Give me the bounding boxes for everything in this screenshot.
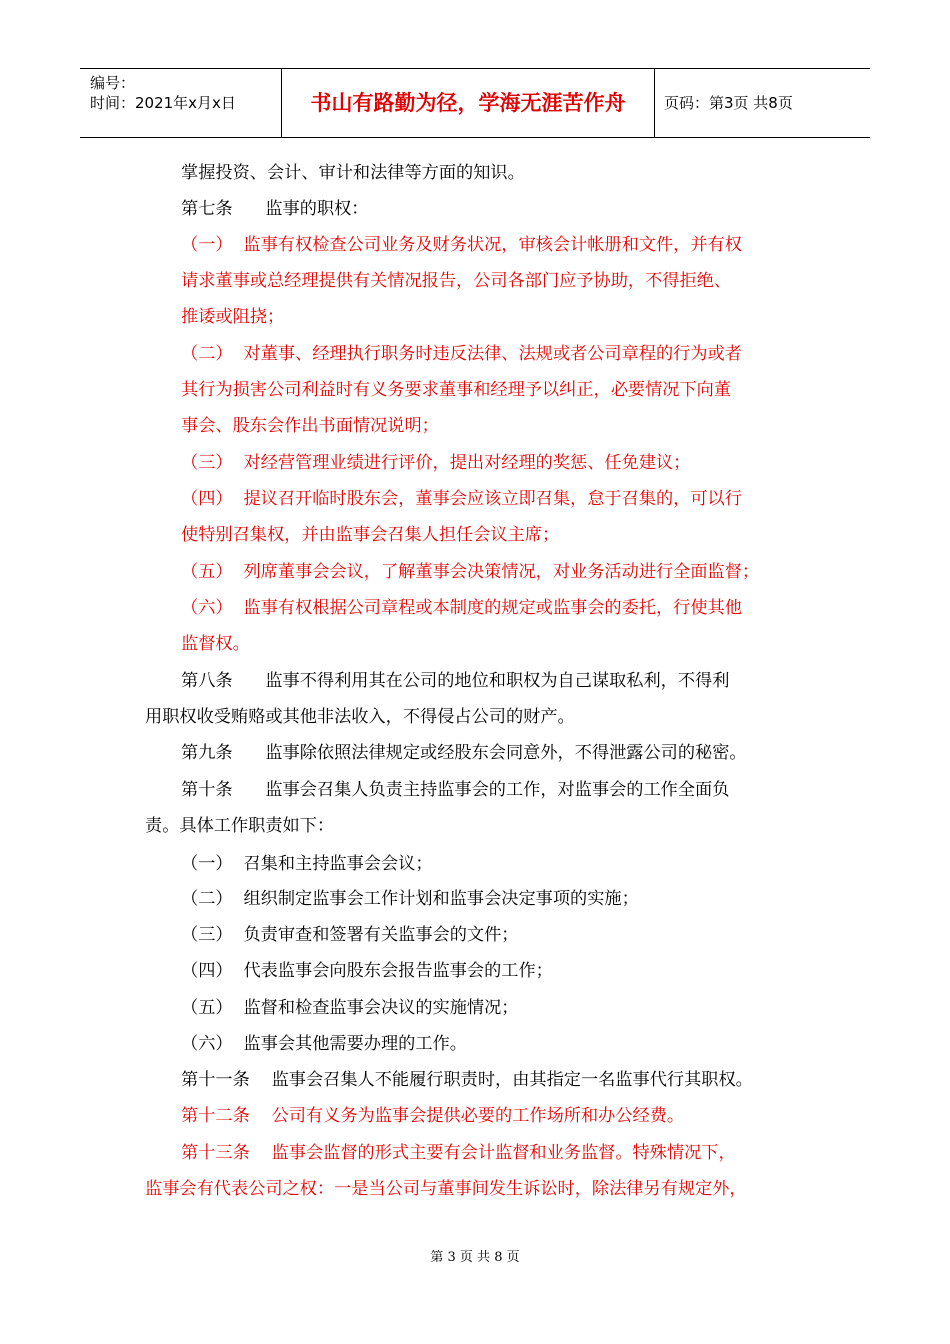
page-footer: 第 3 页 共 8 页 xyxy=(430,1250,520,1265)
article-line: 第十二条 公司有义务为监事会提供必要的工作场所和办公经费。 xyxy=(181,1106,685,1126)
list-item-line: （二） 组织制定监事会工作计划和监事会决定事项的实施； xyxy=(181,889,639,909)
list-item-line: 其行为损害公司利益时有义务要求董事和经理予以纠正，必要情况下向董 xyxy=(181,380,732,400)
list-item-line: （三） 负责审查和签署有关监事会的文件； xyxy=(181,925,519,945)
list-item-line: （三） 对经营管理业绩进行评价，提出对经理的奖惩、任免建议； xyxy=(181,453,691,473)
page-header xyxy=(80,68,870,138)
paragraph-line: 掌握投资、会计、审计和法律等方面的知识。 xyxy=(181,163,525,183)
document-number: 编号： xyxy=(90,74,136,92)
list-item-line: （五） 监督和检查监事会决议的实施情况； xyxy=(181,998,519,1018)
header-meta xyxy=(90,73,280,113)
article-line: 第十三条 监事会监督的形式主要有会计监督和业务监督。特殊情况下， xyxy=(181,1143,736,1163)
article-line: 监事会有代表公司之权：一是当公司与董事间发生诉讼时，除法律另有规定外， xyxy=(145,1179,747,1199)
article-heading: 第七条 监事的职权： xyxy=(181,199,369,219)
list-item-line: （五） 列席董事会会议，了解董事会决策情况，对业务活动进行全面监督； xyxy=(181,562,760,582)
article-line: 第八条 监事不得利用其在公司的地位和职权为自己谋取私利，不得利 xyxy=(181,671,730,691)
header-page-info: 页码：第3页 共8页 xyxy=(664,94,793,112)
list-item-line: （四） 代表监事会向股东会报告监事会的工作； xyxy=(181,961,553,981)
header-divider xyxy=(654,69,655,137)
article-line: 责。具体工作职责如下： xyxy=(145,816,335,836)
header-motto: 书山有路勤为径，学海无涯苦作舟 xyxy=(310,91,626,115)
list-item-line: 事会、股东会作出书面情况说明； xyxy=(181,416,439,436)
list-item-line: 监督权。 xyxy=(181,634,250,654)
list-item-line: 请求董事或总经理提供有关情况报告，公司各部门应予协助，不得拒绝、 xyxy=(181,271,732,291)
list-item-line: 推诿或阻挠； xyxy=(181,307,285,327)
list-item-line: （四） 提议召开临时股东会，董事会应该立即召集，怠于召集的，可以行 xyxy=(181,489,742,509)
list-item-line: （六） 监事有权根据公司章程或本制度的规定或监事会的委托，行使其他 xyxy=(181,598,742,618)
list-item-line: （二） 对董事、经理执行职务时违反法律、法规或者公司章程的行为或者 xyxy=(181,344,742,364)
list-item-line: （一） 监事有权检查公司业务及财务状况，审核会计帐册和文件，并有权 xyxy=(181,235,742,255)
document-date: 时间：2021年x月x日 xyxy=(90,94,236,112)
article-line: 第十一条 监事会召集人不能履行职责时，由其指定一名监事代行其职权。 xyxy=(181,1070,753,1090)
article-line: 第九条 监事除依照法律规定或经股东会同意外，不得泄露公司的秘密。 xyxy=(181,743,747,763)
article-line: 用职权收受贿赂或其他非法收入，不得侵占公司的财产。 xyxy=(145,707,575,727)
article-line: 第十条 监事会召集人负责主持监事会的工作，对监事会的工作全面负 xyxy=(181,780,730,800)
list-item-line: （一） 召集和主持监事会会议； xyxy=(181,854,433,874)
list-item-line: （六） 监事会其他需要办理的工作。 xyxy=(181,1034,467,1054)
header-divider xyxy=(281,69,282,137)
list-item-line: 使特别召集权，并由监事会召集人担任会议主席； xyxy=(181,525,560,545)
